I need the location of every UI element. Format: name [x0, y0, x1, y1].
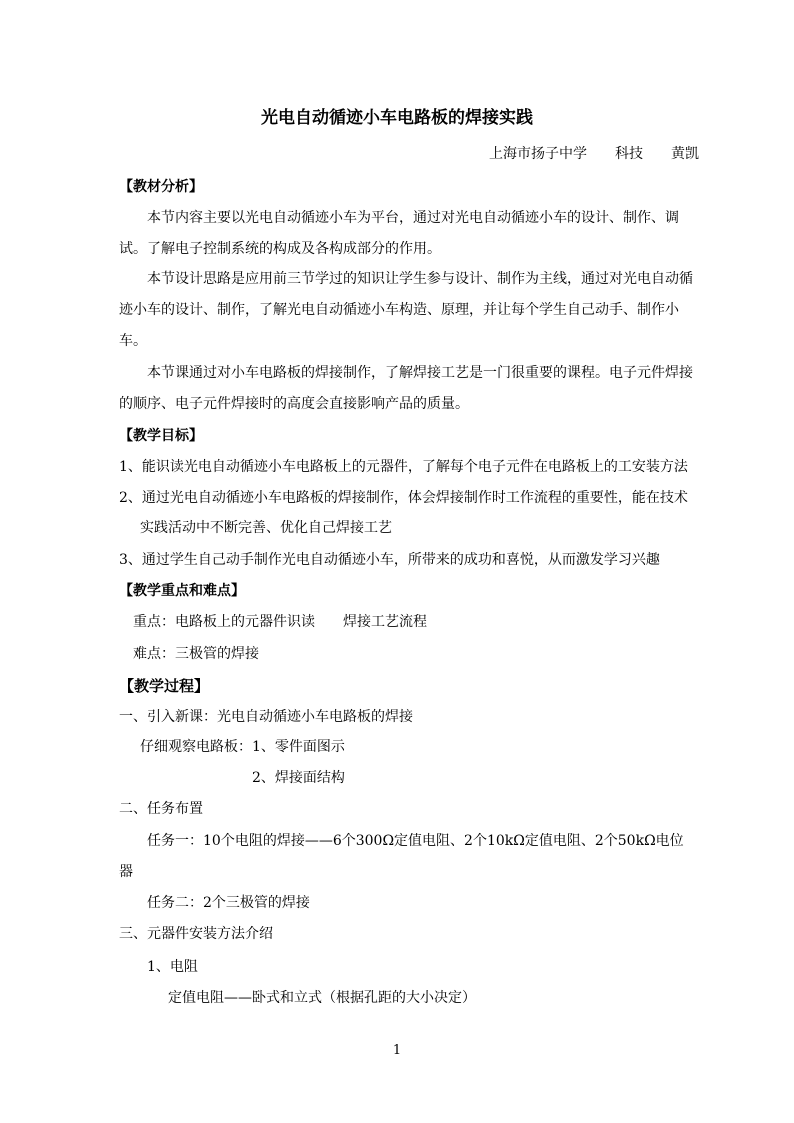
- process-step: 三、元器件安装方法介绍: [119, 926, 273, 942]
- task-item: 任务一：10个电阻的焊接——6个300Ω定值电阻、2个10kΩ定值电阻、2个50kΩ电位: [147, 833, 684, 849]
- section-heading-key-points: 【教学重点和难点】: [119, 583, 245, 599]
- process-substep: 2、焊接面结构: [252, 770, 345, 786]
- paragraph-line: 本节内容主要以光电自动循迹小车为平台，通过对光电自动循迹小车的设计、制作、调: [147, 210, 679, 226]
- paragraph-line: 试。了解电子控制系统的构成及各构成部分的作用。: [119, 241, 441, 257]
- document-title: 光电自动循迹小车电路板的焊接实践: [261, 108, 533, 128]
- section-heading-goals: 【教学目标】: [119, 428, 203, 444]
- goal-item: 3、通过学生自己动手制作光电自动循迹小车，所带来的成功和喜悦，从而激发学习兴趣: [119, 552, 660, 568]
- process-step: 二、任务布置: [119, 801, 203, 817]
- key-point: 重点：电路板上的元器件识读: [133, 614, 315, 630]
- goal-item: 1、能识读光电自动循迹小车电路板上的元器件，了解每个电子元件在电路板上的工安装方法: [119, 459, 688, 475]
- process-step: 一、引入新课：光电自动循迹小车电路板的焊接: [119, 709, 413, 725]
- paragraph-line: 车。: [119, 333, 147, 349]
- paragraph-line: 本节设计思路是应用前三节学过的知识让学生参与设计、制作为主线，通过对光电自动循: [147, 271, 693, 287]
- process-substep: 1、电阻: [147, 959, 198, 975]
- paragraph-line: 迹小车的设计、制作，了解光电自动循迹小车构造、原理，并让每个学生自己动手、制作小: [119, 302, 679, 318]
- paragraph-line: 本节课通过对小车电路板的焊接制作，了解焊接工艺是一门很重要的课程。电子元件焊接: [147, 365, 693, 381]
- task-item-continued: 器: [119, 864, 133, 880]
- goal-item: 2、通过光电自动循迹小车电路板的焊接制作，体会焊接制作时工作流程的重要性，能在技术: [119, 490, 688, 506]
- author-line: [489, 144, 699, 164]
- section-heading-process: 【教学过程】: [119, 677, 210, 695]
- process-detail: 定值电阻——卧式和立式（根据孔距的大小决定）: [168, 990, 476, 1006]
- page-number: 1: [392, 1043, 402, 1058]
- section-heading-analysis: 【教材分析】: [119, 179, 203, 195]
- author-name: 黄凯: [671, 146, 699, 162]
- task-item: 任务二：2个三极管的焊接: [147, 895, 310, 911]
- author-subject: 科技: [615, 146, 643, 162]
- paragraph-line: 的顺序、电子元件焊接时的高度会直接影响产品的质量。: [119, 396, 469, 412]
- author-school: 上海市扬子中学: [489, 146, 587, 162]
- process-substep: 仔细观察电路板：1、零件面图示: [140, 739, 345, 755]
- goal-item-continued: 实践活动中不断完善、优化自己焊接工艺: [140, 520, 392, 536]
- key-point-second: 焊接工艺流程: [343, 614, 427, 630]
- difficulty-point: 难点：三极管的焊接: [133, 646, 259, 662]
